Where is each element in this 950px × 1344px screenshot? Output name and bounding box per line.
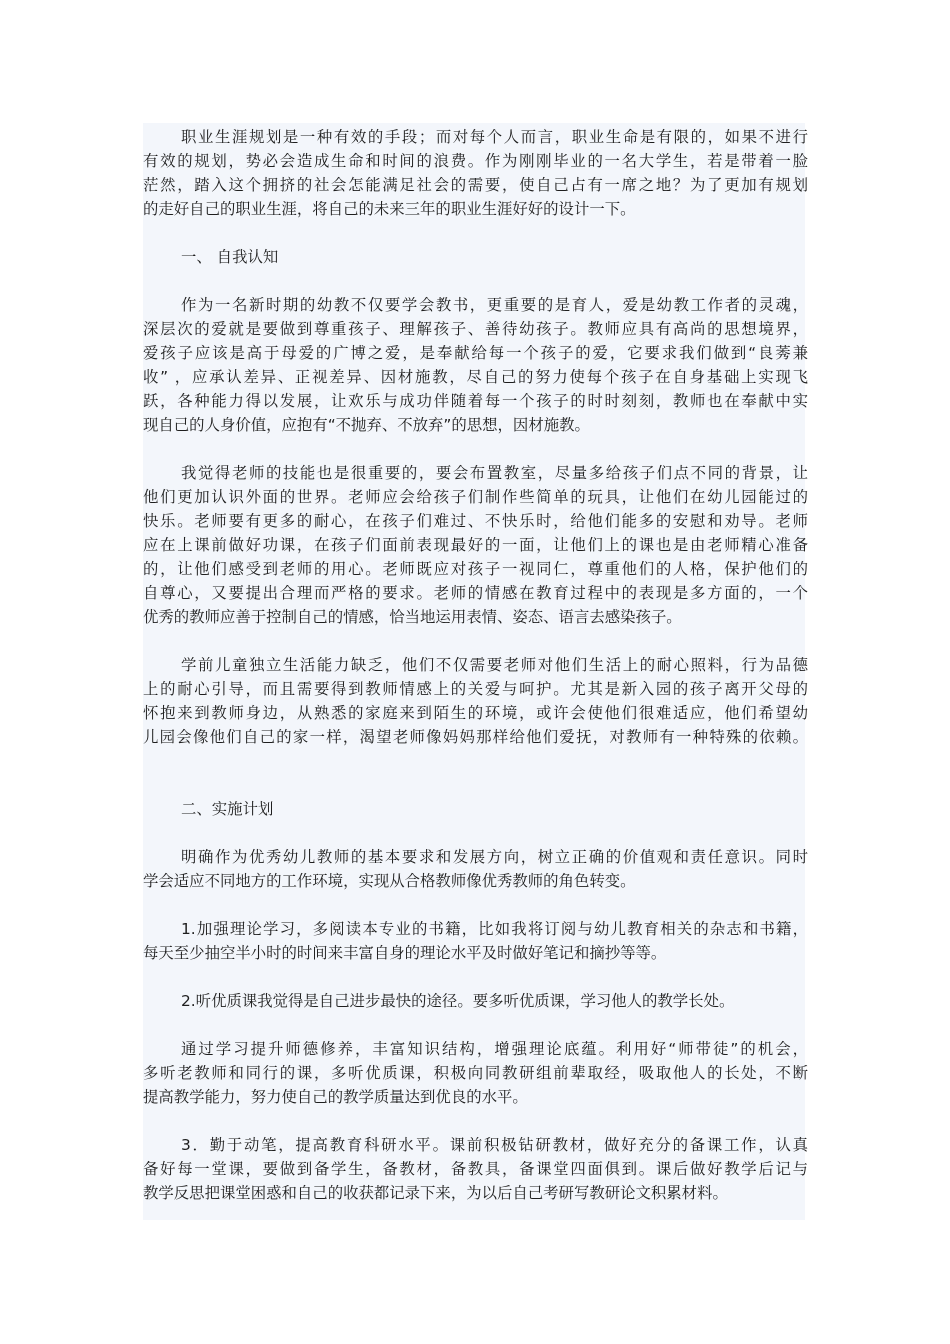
paragraph-ethics-line: 多听老教师和同行的课，多听优质课，积极向同教研组前辈取经，吸取他人的长处，不断 bbox=[143, 1064, 808, 1082]
paragraph-intro-line: 茫然，踏入这个拥挤的社会怎能满足社会的需要，使自己占有一席之地？为了更加有规划 bbox=[143, 176, 808, 194]
plan-item-1-line: 1.加强理论学习，多阅读本专业的书籍，比如我将订阅与幼儿教育相关的杂志和书籍， bbox=[181, 920, 808, 938]
paragraph-goals-line: 学会适应不同地方的工作环境，实现从合格教师像优秀教师的角色转变。 bbox=[143, 872, 636, 890]
paragraph-intro-line: 有效的规划，势必会造成生命和时间的浪费。作为刚刚毕业的一名大学生，若是带着一脸 bbox=[143, 152, 808, 170]
paragraph-skills-line: 他们更加认识外面的世界。老师应会给孩子们制作些简单的玩具，让他们在幼儿园能过的 bbox=[143, 488, 808, 506]
paragraph-love-line: 作为一名新时期的幼教不仅要学会教书，更重要的是育人，爱是幼教工作者的灵魂， bbox=[181, 296, 808, 314]
plan-item-3-line: 教学反思把课堂困惑和自己的收获都记录下来，为以后自己考研写教研论文积累材料。 bbox=[143, 1184, 728, 1202]
paragraph-children-line: 学前儿童独立生活能力缺乏，他们不仅需要老师对他们生活上的耐心照料，行为品德 bbox=[181, 656, 808, 674]
paragraph-skills-line: 快乐。老师要有更多的耐心，在孩子们难过、不快乐时，给他们能多的安慰和劝导。老师 bbox=[143, 512, 808, 530]
paragraph-love-line: 现自己的人身价值，应抱有“不抛弃、不放弃”的思想，因材施教。 bbox=[143, 416, 590, 434]
section-heading-plan: 二、实施计划 bbox=[181, 800, 274, 818]
plan-item-1-line: 每天至少抽空半小时的时间来丰富自身的理论水平及时做好笔记和摘抄等等。 bbox=[143, 944, 667, 962]
paragraph-love-line: 跃，各种能力得以发展，让欢乐与成功伴随着每一个孩子的时时刻刻，教师也在奉献中实 bbox=[143, 392, 808, 410]
paragraph-love-line: 深层次的爱就是要做到尊重孩子、理解孩子、善待幼孩子。教师应具有高尚的思想境界， bbox=[143, 320, 808, 338]
paragraph-ethics-line: 通过学习提升师德修养，丰富知识结构，增强理论底蕴。利用好“师带徒”的机会， bbox=[181, 1040, 808, 1058]
paragraph-intro-line: 的走好自己的职业生涯，将自己的未来三年的职业生涯好好的设计一下。 bbox=[143, 200, 636, 218]
plan-item-3-line: 3．勤于动笔，提高教育科研水平。课前积极钻研教材，做好充分的备课工作，认真 bbox=[181, 1136, 808, 1154]
paragraph-skills-line: 我觉得老师的技能也是很重要的，要会布置教室，尽量多给孩子们点不同的背景，让 bbox=[181, 464, 808, 482]
paragraph-children-line: 上的耐心引导，而且需要得到教师情感上的关爱与呵护。尤其是新入园的孩子离开父母的 bbox=[143, 680, 808, 698]
paragraph-skills-line: 应在上课前做好功课，在孩子们面前表现最好的一面，让他们上的课也是由老师精心准备 bbox=[143, 536, 808, 554]
paragraph-love-line: 收” ，应承认差异、正视差异、因材施教，尽自己的努力使每个孩子在自身基础上实现飞 bbox=[143, 368, 808, 386]
section-heading-self-awareness: 一、 自我认知 bbox=[181, 248, 279, 266]
plan-item-2-line: 2.听优质课我觉得是自己进步最快的途径。要多听优质课，学习他人的教学长处。 bbox=[181, 992, 735, 1010]
paragraph-ethics-line: 提高教学能力，努力使自己的教学质量达到优良的水平。 bbox=[143, 1088, 528, 1106]
paragraph-children-line: 怀抱来到教师身边，从熟悉的家庭来到陌生的环境，或许会使他们很难适应，他们希望幼 bbox=[143, 704, 808, 722]
paragraph-skills-line: 优秀的教师应善于控制自己的情感，恰当地运用表情、姿态、语言去感染孩子。 bbox=[143, 608, 682, 626]
paragraph-love-line: 爱孩子应该是高于母爱的广博之爱，是奉献给每一个孩子的爱，它要求我们做到“良莠兼 bbox=[143, 344, 808, 362]
paragraph-skills-line: 的，让他们感受到老师的用心。老师既应对孩子一视同仁，尊重他们的人格，保护他们的 bbox=[143, 560, 808, 578]
plan-item-3-line: 备好每一堂课，要做到备学生，备教材，备教具，备课堂四面俱到。课后做好教学后记与 bbox=[143, 1160, 808, 1178]
paragraph-children-line: 儿园会像他们自己的家一样，渴望老师像妈妈那样给他们爱抚，对教师有一种特殊的依赖。 bbox=[143, 728, 808, 746]
paragraph-skills-line: 自尊心，又要提出合理而严格的要求。老师的情感在教育过程中的表现是多方面的，一个 bbox=[143, 584, 808, 602]
paragraph-goals-line: 明确作为优秀幼儿教师的基本要求和发展方向，树立正确的价值观和责任意识。同时 bbox=[181, 848, 808, 866]
paragraph-intro-line: 职业生涯规划是一种有效的手段；而对每个人而言，职业生命是有限的，如果不进行 bbox=[181, 128, 808, 146]
